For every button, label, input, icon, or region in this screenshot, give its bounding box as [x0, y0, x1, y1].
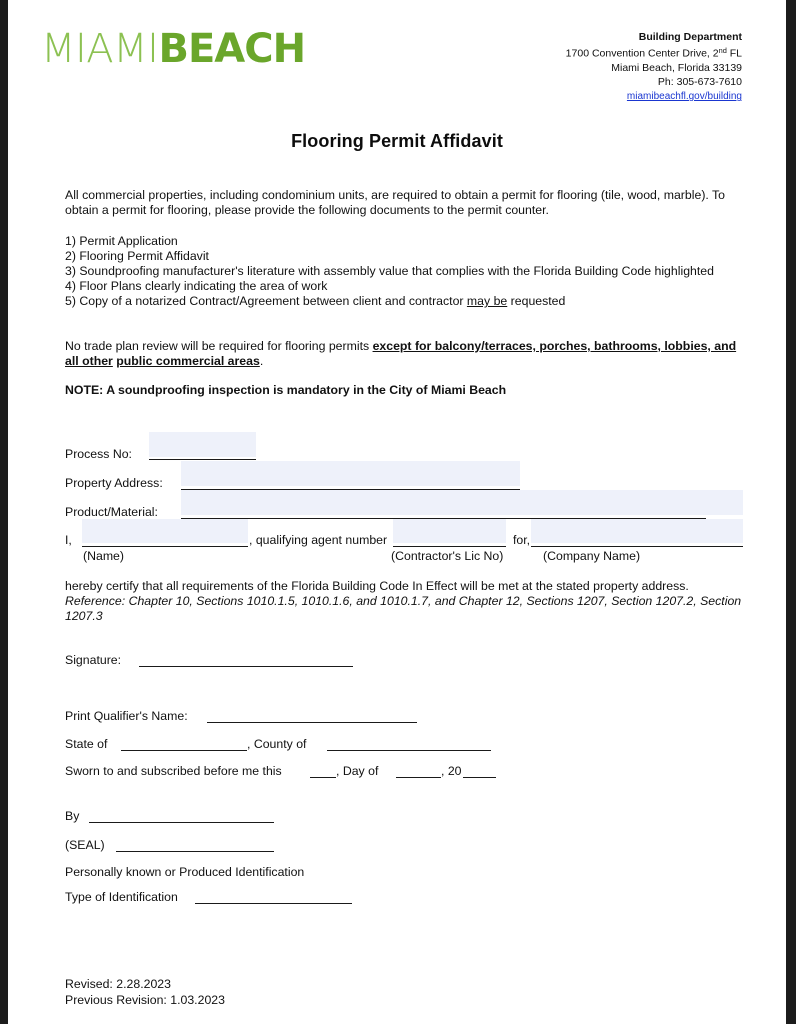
- state-of-label: State of: [65, 737, 108, 751]
- no-trade-post: .: [259, 354, 264, 369]
- address-ordinal-suffix: nd: [718, 46, 727, 56]
- certify-for-label: for,: [513, 533, 531, 547]
- no-trade-review-paragraph: [65, 339, 747, 369]
- seal-label: (SEAL): [65, 838, 105, 852]
- requirement-5-underlined: may be: [466, 294, 508, 309]
- department-name: Building Department: [638, 31, 742, 43]
- signature-label: Signature:: [65, 653, 122, 667]
- by-label: By: [65, 809, 80, 823]
- process-no-rule: [149, 459, 256, 460]
- no-trade-pre: No trade plan review will be required for flooring permits: [65, 339, 373, 353]
- seal-rule[interactable]: [116, 851, 274, 852]
- requirements-list: [65, 234, 747, 309]
- no-trade-emphasis-1: except for balcony/terraces, porches, bathrooms, lobbies, and all other: [65, 339, 737, 369]
- department-address: [566, 44, 742, 61]
- product-material-field[interactable]: [181, 490, 743, 515]
- certify-lead-label: I,: [65, 533, 72, 547]
- by-rule[interactable]: [89, 822, 274, 823]
- reference-statement: Reference: Chapter 10, Sections 1010.1.5, 1010.1.6, and 1010.1.7, and Chapter 12, Sections 1207, Section 1207.2, Section 1207.3: [65, 594, 742, 624]
- department-phone: Ph: 305-673-7610: [657, 75, 742, 88]
- print-qualifier-name-label: Print Qualifier's Name:: [65, 709, 188, 723]
- footer-revision-block: [65, 976, 225, 1008]
- requirement-item-2: 2) Flooring Permit Affidavit: [65, 249, 209, 264]
- note-paragraph: NOTE: A soundproofing inspection is mandatory in the City of Miami Beach: [65, 383, 507, 397]
- department-website-link[interactable]: miamibeachfl.gov/building: [626, 91, 742, 103]
- requirement-5-post: requested: [507, 294, 566, 309]
- qualifier-name-field[interactable]: [82, 519, 248, 543]
- print-qualifier-name-rule[interactable]: [207, 722, 417, 723]
- sworn-day-rule[interactable]: [310, 777, 336, 778]
- contractor-license-rule: [393, 546, 506, 547]
- process-no-label: Process No:: [65, 447, 132, 461]
- certify-statement: hereby certify that all requirements of the Florida Building Code In Effect will be met at the stated property address.: [65, 579, 689, 593]
- requirement-item-4: 4) Floor Plans clearly indicating the area of work: [65, 279, 328, 294]
- property-address-field[interactable]: [181, 461, 520, 486]
- caption-contractor-lic: (Contractor's Lic No): [391, 549, 504, 563]
- footer-revised: Revised: 2.28.2023: [65, 977, 171, 991]
- logo-text-beach: BEACH: [158, 26, 306, 72]
- intro-paragraph: All commercial properties, including condominium units, are required to obtain a permit for flooring (tile, wood, marble). To obtain a permit for flooring, please provide the following documents to the permit counter.: [65, 188, 726, 218]
- requirement-5-pre: 5) Copy of a notarized Contract/Agreement between client and contractor: [65, 294, 467, 309]
- sworn-statement-year: , 20: [441, 764, 462, 778]
- product-material-label: Product/Material:: [65, 505, 158, 519]
- state-of-rule[interactable]: [121, 750, 247, 751]
- department-city: Miami Beach, Florida 33139: [611, 61, 742, 74]
- miami-beach-logo: [41, 26, 306, 72]
- certify-mid-label: , qualifying agent number: [249, 533, 388, 547]
- caption-name: (Name): [83, 549, 124, 563]
- requirement-item-5: [65, 294, 747, 309]
- document-page: [8, 0, 786, 1024]
- footer-previous-revision: Previous Revision: 1.03.2023: [65, 993, 225, 1007]
- caption-company-name: (Company Name): [543, 549, 641, 563]
- property-address-label: Property Address:: [65, 476, 163, 490]
- type-of-identification-label: Type of Identification: [65, 890, 178, 904]
- sworn-statement-mid: , Day of: [336, 764, 379, 778]
- signature-rule[interactable]: [139, 666, 353, 667]
- sworn-year-rule[interactable]: [463, 777, 496, 778]
- process-no-field[interactable]: [149, 432, 256, 457]
- county-of-rule[interactable]: [327, 750, 491, 751]
- logo-text-miami: MIAMI: [41, 26, 159, 72]
- contractor-license-field[interactable]: [393, 519, 506, 543]
- sworn-statement-pre: Sworn to and subscribed before me this: [65, 764, 282, 778]
- type-of-identification-rule[interactable]: [195, 903, 352, 904]
- county-of-label: , County of: [247, 737, 307, 751]
- requirement-item-1: 1) Permit Application: [65, 234, 178, 248]
- sworn-month-rule[interactable]: [396, 777, 441, 778]
- company-name-field[interactable]: [531, 519, 743, 543]
- qualifier-name-rule: [82, 546, 248, 547]
- department-header: [566, 30, 742, 104]
- page-title: Flooring Permit Affidavit: [291, 131, 503, 151]
- address-pre: 1700 Convention Center Drive, 2: [565, 47, 719, 60]
- address-post: FL: [726, 47, 742, 60]
- company-name-rule: [531, 546, 743, 547]
- requirement-item-3: 3) Soundproofing manufacturer's literature with assembly value that complies with the Florida Building Code highlighted: [65, 264, 714, 279]
- personally-known-label: Personally known or Produced Identification: [65, 865, 305, 879]
- no-trade-emphasis-2: public commercial areas: [116, 354, 260, 369]
